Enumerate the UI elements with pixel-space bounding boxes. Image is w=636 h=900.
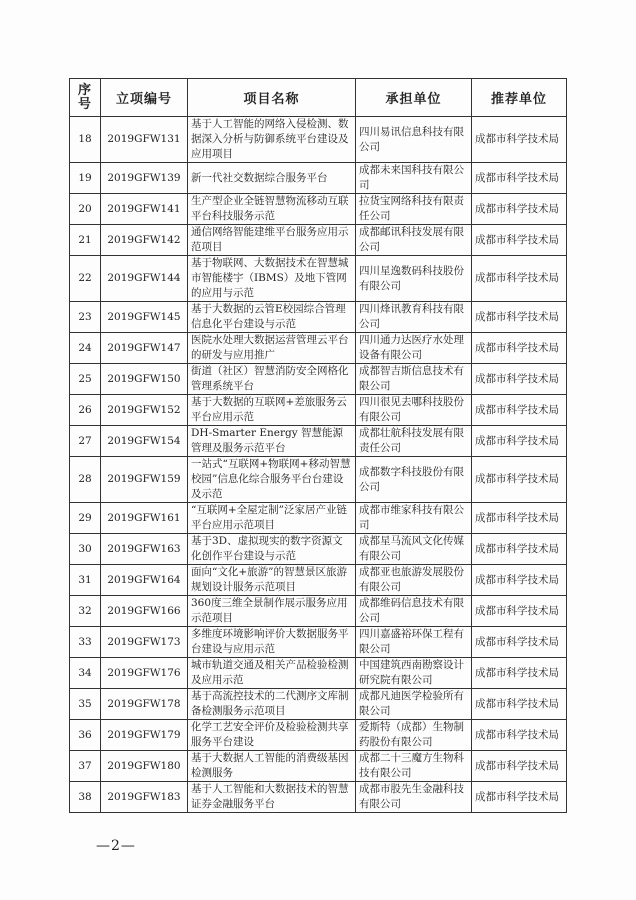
header-rec: 推荐单位 bbox=[472, 79, 567, 117]
cell-code: 2019GFW166 bbox=[101, 596, 188, 627]
cell-org: 成都壮航科技发展有限责任公司 bbox=[356, 426, 472, 457]
cell-name: 面向“文化+旅游”的智慧景区旅游规划设计服务示范项目 bbox=[188, 565, 356, 596]
cell-code: 2019GFW161 bbox=[101, 503, 188, 534]
cell-org: 四川烽讯教育科技有限公司 bbox=[356, 302, 472, 333]
cell-org: 成都市股先生金融科技有限公司 bbox=[356, 782, 472, 813]
table-row bbox=[70, 163, 567, 194]
cell-name: 基于高流控技术的二代测序文库制备检测服务示范项目 bbox=[188, 689, 356, 720]
cell-code: 2019GFW152 bbox=[101, 395, 188, 426]
table-row bbox=[70, 627, 567, 658]
cell-no: 27 bbox=[70, 426, 101, 457]
cell-name: 基于大数据的互联网+差旅服务云平台应用示范 bbox=[188, 395, 356, 426]
table-row bbox=[70, 333, 567, 364]
cell-code: 2019GFW183 bbox=[101, 782, 188, 813]
cell-no: 32 bbox=[70, 596, 101, 627]
cell-no: 22 bbox=[70, 256, 101, 302]
cell-code: 2019GFW173 bbox=[101, 627, 188, 658]
cell-no: 18 bbox=[70, 117, 101, 163]
cell-org: 四川通力达医疗水处理设备有限公司 bbox=[356, 333, 472, 364]
table-row bbox=[70, 751, 567, 782]
cell-name: “互联网+全屋定制”泛家居产业链平台应用示范项目 bbox=[188, 503, 356, 534]
cell-rec: 成都市科学技术局 bbox=[472, 596, 567, 627]
cell-name: 化学工艺安全评价及检验检测共享服务平台建设 bbox=[188, 720, 356, 751]
header-seq: 序号 bbox=[70, 79, 101, 117]
cell-code: 2019GFW150 bbox=[101, 364, 188, 395]
table-row bbox=[70, 225, 567, 256]
cell-org: 拉货宝网络科技有限责任公司 bbox=[356, 194, 472, 225]
cell-name: DH-Smarter Energy 智慧能源管理及服务示范平台 bbox=[188, 426, 356, 457]
cell-name: 生产型企业全链智慧物流移动互联平台科技服务示范 bbox=[188, 194, 356, 225]
cell-no: 35 bbox=[70, 689, 101, 720]
table-row bbox=[70, 503, 567, 534]
cell-rec: 成都市科学技术局 bbox=[472, 194, 567, 225]
cell-no: 23 bbox=[70, 302, 101, 333]
cell-org: 四川很见去哪科技股份有限公司 bbox=[356, 395, 472, 426]
cell-org: 成都市维家科技有限公司 bbox=[356, 503, 472, 534]
table-row bbox=[70, 395, 567, 426]
cell-no: 20 bbox=[70, 194, 101, 225]
cell-org: 中国建筑西南勘察设计研究院有限公司 bbox=[356, 658, 472, 689]
cell-no: 38 bbox=[70, 782, 101, 813]
cell-rec: 成都市科学技术局 bbox=[472, 333, 567, 364]
cell-no: 33 bbox=[70, 627, 101, 658]
cell-code: 2019GFW159 bbox=[101, 457, 188, 503]
cell-name: 基于大数据的云管E校园综合管理信息化平台建设与示范 bbox=[188, 302, 356, 333]
cell-name: 通信网络智能建维平台服务应用示范项目 bbox=[188, 225, 356, 256]
table-row bbox=[70, 117, 567, 163]
table-row bbox=[70, 302, 567, 333]
cell-code: 2019GFW176 bbox=[101, 658, 188, 689]
cell-code: 2019GFW164 bbox=[101, 565, 188, 596]
cell-org: 成都亚也旅游发展股份有限公司 bbox=[356, 565, 472, 596]
table-row bbox=[70, 689, 567, 720]
cell-rec: 成都市科学技术局 bbox=[472, 534, 567, 565]
table-row bbox=[70, 194, 567, 225]
cell-code: 2019GFW144 bbox=[101, 256, 188, 302]
cell-name: 多维度环境影响评价大数据服务平台建设与应用示范 bbox=[188, 627, 356, 658]
cell-name: 新一代社交数据综合服务平台 bbox=[188, 163, 356, 194]
cell-rec: 成都市科学技术局 bbox=[472, 395, 567, 426]
cell-code: 2019GFW139 bbox=[101, 163, 188, 194]
cell-code: 2019GFW179 bbox=[101, 720, 188, 751]
cell-no: 34 bbox=[70, 658, 101, 689]
header-name: 项目名称 bbox=[188, 79, 356, 117]
cell-name: 基于人工智能和大数据技术的智慧证券金融服务平台 bbox=[188, 782, 356, 813]
cell-name: 一站式“互联网+物联网+移动智慧校园”信息化综合服务平台台建设及示范 bbox=[188, 457, 356, 503]
cell-name: 基于3D、虚拟现实的数字资源文化创作平台建设与示范 bbox=[188, 534, 356, 565]
project-table bbox=[69, 78, 567, 813]
cell-rec: 成都市科学技术局 bbox=[472, 658, 567, 689]
cell-code: 2019GFW154 bbox=[101, 426, 188, 457]
table-row bbox=[70, 364, 567, 395]
cell-org: 四川星逸数码科技股份有限公司 bbox=[356, 256, 472, 302]
cell-rec: 成都市科学技术局 bbox=[472, 627, 567, 658]
cell-no: 28 bbox=[70, 457, 101, 503]
cell-org: 四川易讯信息科技有限公司 bbox=[356, 117, 472, 163]
cell-org: 成都二十三魔方生物科技有限公司 bbox=[356, 751, 472, 782]
cell-rec: 成都市科学技术局 bbox=[472, 117, 567, 163]
cell-no: 25 bbox=[70, 364, 101, 395]
cell-rec: 成都市科学技术局 bbox=[472, 163, 567, 194]
cell-rec: 成都市科学技术局 bbox=[472, 720, 567, 751]
cell-org: 成都星马流风文化传媒有限公司 bbox=[356, 534, 472, 565]
cell-code: 2019GFW147 bbox=[101, 333, 188, 364]
cell-code: 2019GFW180 bbox=[101, 751, 188, 782]
cell-name: 基于大数据人工智能的消费级基因检测服务 bbox=[188, 751, 356, 782]
cell-rec: 成都市科学技术局 bbox=[472, 364, 567, 395]
cell-code: 2019GFW142 bbox=[101, 225, 188, 256]
cell-rec: 成都市科学技术局 bbox=[472, 457, 567, 503]
cell-no: 37 bbox=[70, 751, 101, 782]
cell-name: 医院水处理大数据运营管理云平台的研发与应用推广 bbox=[188, 333, 356, 364]
cell-no: 29 bbox=[70, 503, 101, 534]
cell-name: 街道（社区）智慧消防安全网格化管理系统平台 bbox=[188, 364, 356, 395]
cell-org: 四川嘉盛裕环保工程有限公司 bbox=[356, 627, 472, 658]
cell-no: 31 bbox=[70, 565, 101, 596]
cell-rec: 成都市科学技术局 bbox=[472, 782, 567, 813]
table-row bbox=[70, 782, 567, 813]
cell-name: 360度三维全景制作展示服务应用示范项目 bbox=[188, 596, 356, 627]
cell-name: 基于人工智能的网络入侵检测、数据深入分析与防御系统平台建设及应用项目 bbox=[188, 117, 356, 163]
cell-name: 基于物联网、大数据技术在智慧城市智能楼宇（IBMS）及地下管网的应用与示范 bbox=[188, 256, 356, 302]
table-header-row bbox=[70, 79, 567, 117]
header-code: 立项编号 bbox=[101, 79, 188, 117]
cell-org: 成都邮讯科技发展有限公司 bbox=[356, 225, 472, 256]
table-row bbox=[70, 426, 567, 457]
cell-code: 2019GFW178 bbox=[101, 689, 188, 720]
cell-no: 21 bbox=[70, 225, 101, 256]
cell-rec: 成都市科学技术局 bbox=[472, 751, 567, 782]
table-row bbox=[70, 256, 567, 302]
cell-no: 30 bbox=[70, 534, 101, 565]
cell-rec: 成都市科学技术局 bbox=[472, 225, 567, 256]
cell-rec: 成都市科学技术局 bbox=[472, 689, 567, 720]
cell-org: 成都未来国科技有限公司 bbox=[356, 163, 472, 194]
cell-org: 成都维码信息技术有限公司 bbox=[356, 596, 472, 627]
cell-org: 成都智吉斯信息技术有限公司 bbox=[356, 364, 472, 395]
cell-org: 成都凡迪医学检验所有限公司 bbox=[356, 689, 472, 720]
cell-code: 2019GFW163 bbox=[101, 534, 188, 565]
cell-no: 24 bbox=[70, 333, 101, 364]
cell-rec: 成都市科学技术局 bbox=[472, 302, 567, 333]
cell-no: 26 bbox=[70, 395, 101, 426]
cell-code: 2019GFW141 bbox=[101, 194, 188, 225]
cell-rec: 成都市科学技术局 bbox=[472, 503, 567, 534]
table-row bbox=[70, 658, 567, 689]
table-row bbox=[70, 596, 567, 627]
cell-name: 城市轨道交通及相关产品检验检测及应用示范 bbox=[188, 658, 356, 689]
table-row bbox=[70, 565, 567, 596]
cell-no: 36 bbox=[70, 720, 101, 751]
page-number: —2— bbox=[96, 838, 136, 854]
cell-rec: 成都市科学技术局 bbox=[472, 256, 567, 302]
cell-org: 成都数字科技股份有限公司 bbox=[356, 457, 472, 503]
table-row bbox=[70, 534, 567, 565]
cell-org: 爱斯特（成都）生物制药股份有限公司 bbox=[356, 720, 472, 751]
header-org: 承担单位 bbox=[356, 79, 472, 117]
cell-rec: 成都市科学技术局 bbox=[472, 565, 567, 596]
table-row bbox=[70, 720, 567, 751]
cell-code: 2019GFW131 bbox=[101, 117, 188, 163]
cell-no: 19 bbox=[70, 163, 101, 194]
cell-code: 2019GFW145 bbox=[101, 302, 188, 333]
cell-rec: 成都市科学技术局 bbox=[472, 426, 567, 457]
table-row bbox=[70, 457, 567, 503]
